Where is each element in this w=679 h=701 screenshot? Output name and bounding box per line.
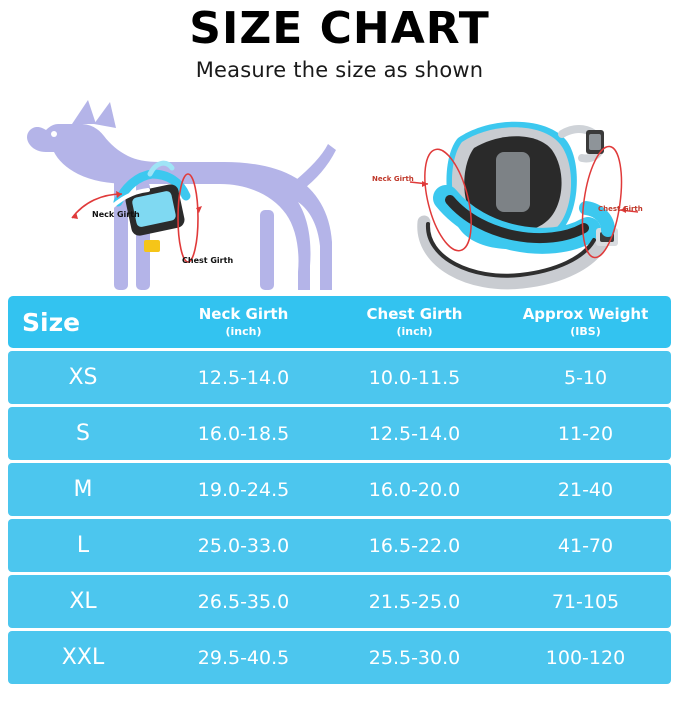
column-header-chest-girth — [329, 306, 500, 337]
cell-size: S — [76, 421, 90, 446]
column-header-neck-girth-main: Neck Girth — [198, 305, 289, 324]
cell-size: L — [76, 533, 90, 558]
cell-neck-girth: 19.0-24.5 — [197, 478, 290, 501]
page-title: SIZE CHART — [189, 3, 490, 54]
harness-icon — [350, 90, 670, 300]
dog-diagram — [10, 90, 340, 300]
harness-neck-girth-label: Neck Girth — [372, 175, 414, 184]
dog-chest-girth-label: Chest Girth — [182, 256, 234, 266]
table-row — [8, 407, 671, 460]
table-row — [8, 519, 671, 572]
cell-neck-girth: 16.0-18.5 — [197, 422, 290, 445]
cell-chest-girth: 16.5-22.0 — [368, 534, 461, 557]
cell-size: XL — [69, 589, 97, 614]
harness-chest-girth-label: Chest Girth — [598, 205, 643, 214]
illustrations — [0, 90, 679, 305]
cell-approx-weight: 5-10 — [563, 366, 608, 389]
cell-size: M — [73, 477, 93, 502]
column-header-approx-weight-main: Approx Weight — [522, 305, 649, 324]
table-row — [8, 351, 671, 404]
column-header-size: Size — [22, 307, 81, 337]
cell-chest-girth: 12.5-14.0 — [368, 422, 461, 445]
cell-neck-girth: 26.5-35.0 — [197, 590, 290, 613]
cell-neck-girth: 25.0-33.0 — [197, 534, 290, 557]
table-row — [8, 463, 671, 516]
column-header-approx-weight — [500, 306, 671, 337]
page-subtitle: Measure the size as shown — [195, 58, 484, 83]
cell-approx-weight: 100-120 — [545, 646, 626, 669]
column-header-chest-girth-unit: (inch) — [396, 324, 433, 338]
dog-silhouette-icon — [10, 90, 340, 300]
harness-diagram — [350, 90, 670, 300]
cell-approx-weight: 21-40 — [557, 478, 614, 501]
column-header-neck-girth — [158, 306, 329, 337]
cell-approx-weight: 71-105 — [551, 590, 620, 613]
cell-chest-girth: 25.5-30.0 — [368, 646, 461, 669]
column-header-neck-girth-unit: (inch) — [225, 324, 262, 338]
column-header-chest-girth-main: Chest Girth — [366, 305, 463, 324]
size-table — [8, 296, 671, 684]
cell-approx-weight: 11-20 — [557, 422, 614, 445]
cell-approx-weight: 41-70 — [557, 534, 614, 557]
cell-size: XXL — [61, 645, 105, 670]
cell-size: XS — [68, 365, 98, 390]
table-row — [8, 631, 671, 684]
header — [0, 0, 679, 82]
table-row — [8, 575, 671, 628]
column-header-approx-weight-unit: (IBS) — [570, 324, 601, 338]
table-header-row — [8, 296, 671, 348]
cell-chest-girth: 10.0-11.5 — [368, 366, 461, 389]
dog-neck-girth-label: Neck Girth — [92, 210, 140, 220]
cell-neck-girth: 29.5-40.5 — [197, 646, 290, 669]
cell-neck-girth: 12.5-14.0 — [197, 366, 290, 389]
cell-chest-girth: 16.0-20.0 — [368, 478, 461, 501]
cell-chest-girth: 21.5-25.0 — [368, 590, 461, 613]
